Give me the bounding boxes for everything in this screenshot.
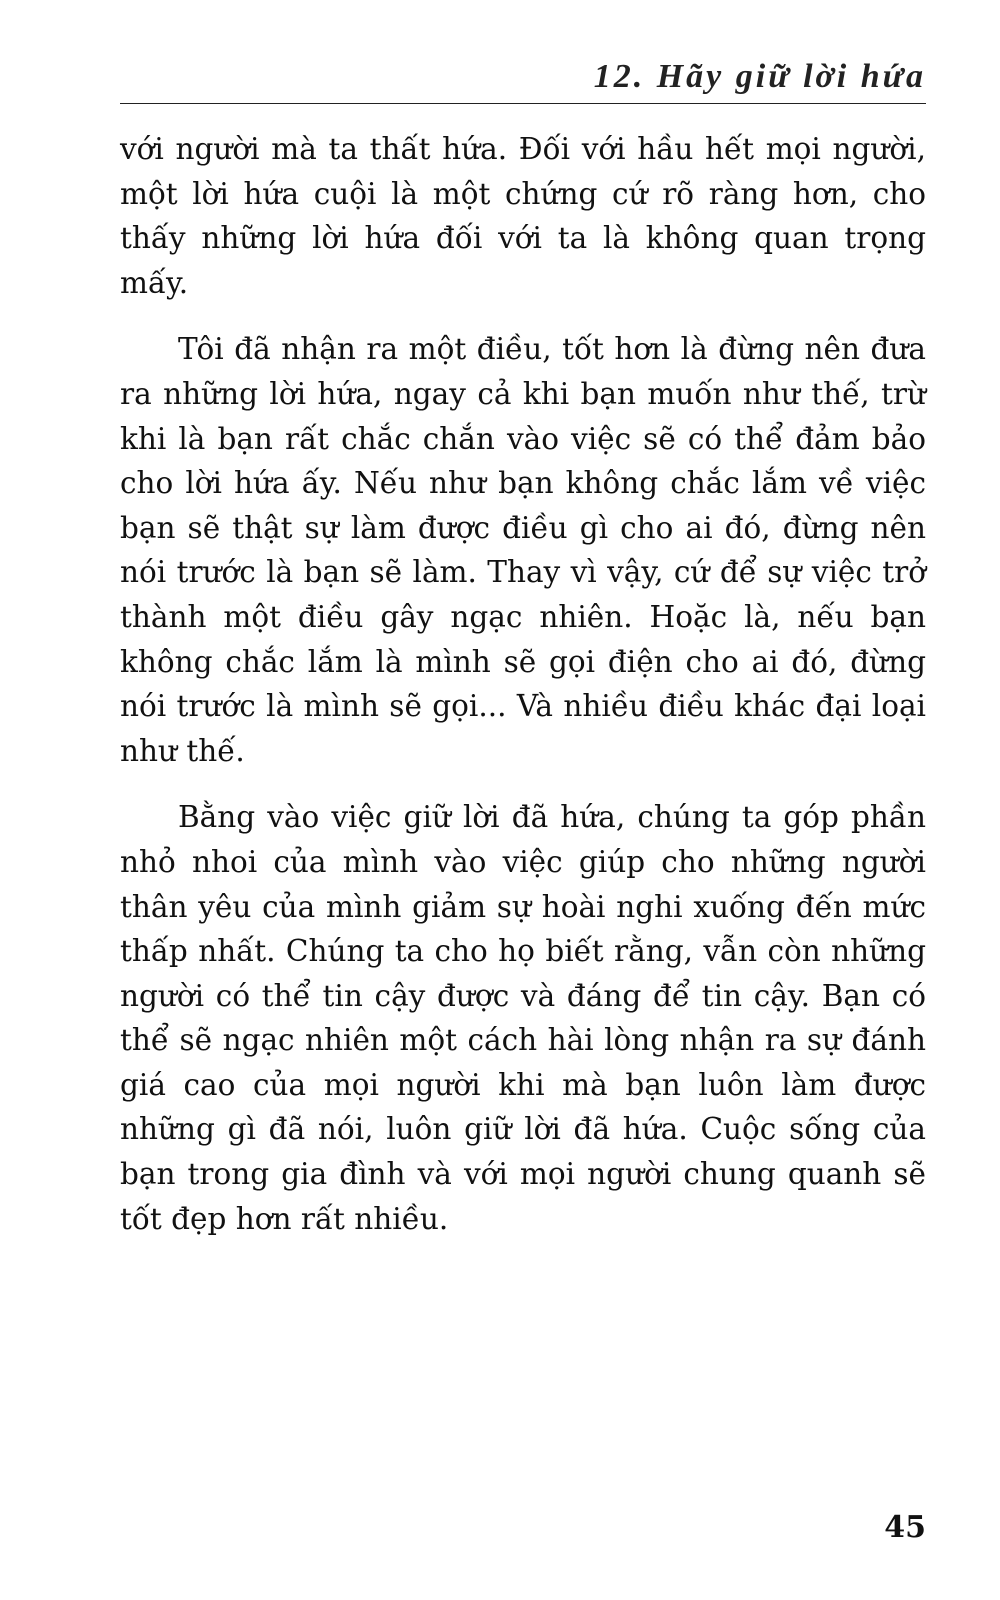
paragraph-3: Bằng vào việc giữ lời đã hứa, chúng ta góp phần nhỏ nhoi của mình vào việc giúp cho những người thân yêu của mình giảm sự hoài nghi xuống đến mức thấp nhất. Chúng ta cho họ biết rằng, vẫn còn những người có thể tin cậy được và đáng để tin cậy. Bạn có thể sẽ ngạc nhiên một cách hài lòng nhận ra sự đánh giá cao của mọi người khi mà bạn luôn làm được những gì đã nói, luôn giữ lời đã hứa. Cuộc sống của bạn trong gia đình và với mọi người chung quanh sẽ tốt đẹp hơn rất nhiều. [120, 800, 926, 1236]
paragraph-2: Tôi đã nhận ra một điều, tốt hơn là đừng nên đưa ra những lời hứa, ngay cả khi bạn muốn như thế, trừ khi là bạn rất chắc chắn vào việc sẽ có thể đảm bảo cho lời hứa ấy. Nếu như bạn không chắc lắm về việc bạn sẽ thật sự làm được điều gì cho ai đó, đừng nên nói trước là bạn sẽ làm. Thay vì vậy, cứ để sự việc trở thành một điều gây ngạc nhiên. Hoặc là, nếu bạn không chắc lắm là mình sẽ gọi điện cho ai đó, đừng nói trước là mình sẽ gọi... Và nhiều điều khác đại loại như thế. [120, 332, 926, 768]
page-number: 45 [884, 1510, 926, 1545]
running-header-title: 12. Hãy giữ lời hứa [593, 58, 926, 95]
paragraph-1: với người mà ta thất hứa. Đối với hầu hết mọi người, một lời hứa cuội là một chứng cứ rõ ràng hơn, cho thấy những lời hứa đối với ta là không quan trọng mấy. [120, 132, 926, 300]
header-divider [120, 103, 926, 104]
book-page [120, 0, 926, 1600]
body-text [120, 127, 926, 1263]
